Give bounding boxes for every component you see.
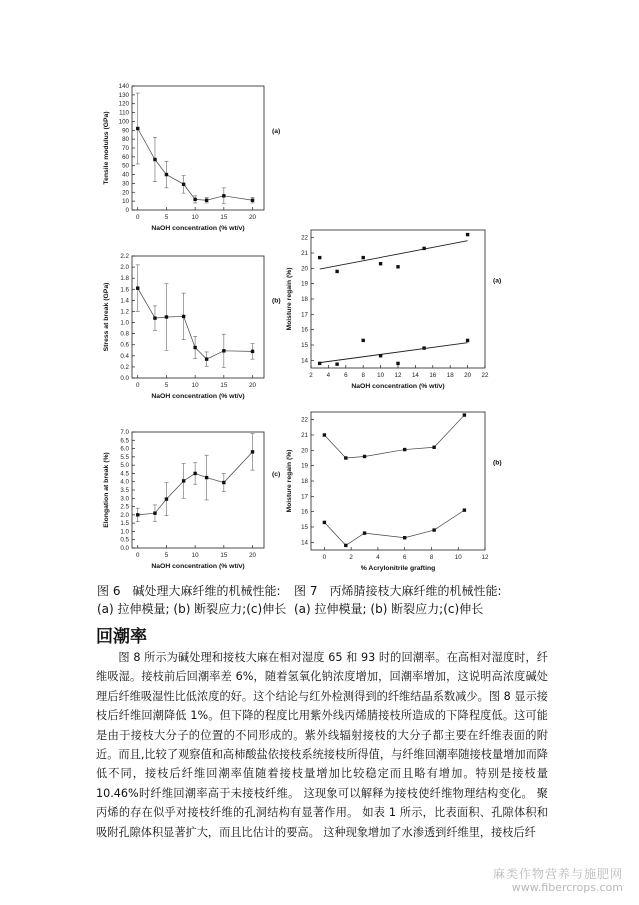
chart-1-series-0-point — [165, 315, 168, 318]
chart-2-ytick-label: 0.5 — [120, 536, 129, 544]
chart-0-ytick-label: 70 — [122, 145, 129, 152]
chart-1-series-0-point — [193, 346, 196, 349]
chart-1-ytick-label: 1.4 — [120, 297, 129, 305]
chart-2-ytick-label: 0.0 — [120, 545, 129, 552]
chart-2-series-0-point — [222, 481, 225, 484]
chart-2-ytick-label: 1.0 — [120, 528, 129, 536]
chart-4-xlabel: % Acrylonitrile grafting — [360, 565, 436, 572]
chart-4-ytick-label: 16 — [301, 508, 308, 516]
chart-4-series-1-point — [344, 544, 347, 547]
chart-2-ytick-label: 2.5 — [120, 503, 129, 511]
section-paragraph: 图 8 所示为碱处理和接枝大麻在相对湿度 65 和 93 时的回潮率。在高相对湿度时，纤维吸湿。接枝前后回潮率差 6%，随着氢氧化钠浓度增加，回潮率增加，这说明高浓度碱处理后纤维吸湿性比低浓度的好。这个结论与红外检测得到的纤维结晶系数减少。图 8 显示接枝后纤维回潮降低 1%。但下降的程度比用紫外线丙烯腈接枝所造成的下降程度低。这可能是由于接枝大分子的位置的不同形成的。紫外线辐射接枝的大分子都主要在纤维表面的附近。而且,比较了观察值和高柿酸盐依接枝系统接枝所得值，与纤维回潮率随接枝量增加而降低不同，接枝后纤维回潮率值随着接枝量增加比较稳定而且略有增加。特别是接枝量 10.46%时纤维回潮率高于未接枝纤维。 这现象可以解释为接枝使纤维物理结构变化。 聚丙烯的存在似乎对接枝纤维的孔洞结构有显著作用。 如表 1 所示，比表面积、孔隙体积和吸附孔隙体积显著扩大，而且比估计的要高。 这种现象增加了水渗透到纤维里，接枝后纤 — [96, 651, 548, 839]
chart-4-series-0-point — [463, 413, 466, 416]
chart-0-series-0-point — [193, 198, 196, 201]
chart-2-ytick-label: 6.5 — [120, 437, 129, 445]
chart-3-series-0-point — [396, 265, 399, 268]
chart-2-xtick-label: 10 — [191, 552, 199, 559]
chart-4-ylabel: Moisture regain (%) — [286, 449, 293, 513]
chart-4-frame — [311, 412, 485, 550]
chart-0-ytick-label: 10 — [122, 198, 129, 206]
chart-4-ytick-label: 14 — [301, 539, 308, 547]
chart-fig7b-moisture-regain-grafting — [283, 404, 513, 586]
chart-4-xtick-label: 8 — [429, 554, 434, 561]
chart-1-xtick-label: 10 — [191, 382, 199, 389]
chart-1-ytick-label: 0.8 — [120, 330, 129, 338]
chart-3-xtick-label: 10 — [377, 372, 385, 379]
chart-4-xtick-label: 10 — [454, 554, 462, 561]
chart-fig6c-elongation-at-break — [88, 424, 298, 579]
chart-3-series-1-point — [318, 362, 321, 365]
chart-1-ytick-label: 0.2 — [120, 363, 129, 371]
chart-3-ytick-label: 18 — [301, 296, 308, 303]
chart-4-panel-label: (b) — [493, 459, 502, 467]
chart-fig6a-tensile-modulus — [88, 78, 298, 246]
chart-3-ytick-label: 20 — [301, 265, 308, 273]
chart-fig7a-moisture-regain-naoh — [283, 222, 513, 404]
chart-0-xtick-label: 0 — [136, 214, 140, 221]
chart-0-xtick-label: 15 — [220, 214, 228, 221]
chart-0-series-0-point — [136, 127, 139, 130]
figure-7-caption-line1: 图 7 丙烯腈接枝大麻纤维的机械性能: — [294, 584, 502, 598]
chart-3-xtick-label: 2 — [309, 372, 313, 379]
chart-1-series-0-point — [251, 350, 254, 353]
chart-2-frame — [132, 432, 264, 548]
chart-2-panel-label: (c) — [272, 471, 281, 479]
chart-2-series-0-point — [136, 513, 139, 516]
chart-2-xtick-label: 0 — [136, 552, 140, 559]
chart-1-ytick-label: 0.0 — [120, 375, 129, 382]
chart-1-ytick-label: 2.2 — [120, 253, 129, 260]
chart-4-series-1-point — [403, 536, 406, 539]
chart-4-xtick-label: 2 — [349, 554, 353, 561]
chart-1-series-0-point — [205, 357, 208, 360]
chart-2-ytick-label: 3.5 — [120, 487, 129, 494]
chart-3-ytick-label: 21 — [301, 250, 308, 257]
chart-4-series-0-point — [403, 448, 406, 451]
chart-4-xtick-label: 12 — [481, 554, 489, 561]
chart-1-series-0-point — [136, 286, 139, 289]
chart-2-series-0-point — [182, 479, 185, 482]
chart-0-ytick-label: 100 — [118, 118, 129, 126]
chart-0-ytick-label: 50 — [122, 162, 129, 170]
chart-3-xtick-label: 20 — [464, 372, 472, 379]
chart-3-series-0-point — [335, 270, 338, 273]
chart-0-ytick-label: 130 — [118, 91, 129, 99]
chart-2-ytick-label: 3.0 — [120, 495, 129, 503]
chart-2-ytick-label: 7.0 — [120, 429, 129, 436]
chart-1-ytick-label: 0.4 — [120, 352, 129, 360]
chart-4-ytick-label: 15 — [301, 524, 308, 531]
chart-1-series-0-point — [153, 316, 156, 319]
chart-1-ytick-label: 1.6 — [120, 286, 129, 294]
chart-1-ytick-label: 1.0 — [120, 319, 129, 327]
chart-4-series-0-point — [344, 456, 347, 459]
chart-0-ytick-label: 90 — [122, 127, 129, 135]
watermark — [493, 867, 623, 895]
chart-1-xlabel: NaOH concentration (% wt/v) — [151, 393, 245, 400]
chart-3-ytick-label: 17 — [301, 311, 308, 319]
chart-3-xtick-label: 14 — [411, 372, 419, 379]
chart-3-ytick-label: 15 — [301, 342, 308, 349]
chart-4-series-0-point — [363, 455, 366, 458]
chart-0-ytick-label: 40 — [122, 171, 129, 179]
chart-0-ytick-label: 20 — [122, 189, 129, 197]
figure-6-caption — [97, 582, 286, 618]
chart-3-series-0-point — [362, 256, 365, 259]
chart-3-xtick-label: 6 — [344, 372, 348, 379]
chart-4-ytick-label: 20 — [301, 447, 308, 455]
chart-0-ytick-label: 120 — [118, 100, 129, 108]
chart-2-ylabel: Elongation at break (%) — [103, 452, 110, 528]
chart-2-ytick-label: 2.0 — [120, 511, 129, 519]
chart-1-ytick-label: 0.6 — [120, 341, 129, 349]
chart-2-series-0-point — [205, 476, 208, 479]
chart-4-series-1-point — [363, 531, 366, 534]
chart-4-series-0-point — [323, 433, 326, 436]
chart-2-xlabel: NaOH concentration (% wt/v) — [151, 563, 245, 570]
chart-3-series-0-point — [379, 262, 382, 265]
chart-2-ytick-label: 4.5 — [120, 470, 129, 478]
chart-2-xtick-label: 20 — [249, 552, 256, 559]
chart-0-series-0-point — [205, 199, 208, 202]
chart-2-xtick-label: 15 — [220, 552, 228, 559]
chart-1-xtick-label: 20 — [249, 382, 256, 389]
chart-3-ylabel: Moisture regain (%) — [286, 267, 293, 331]
chart-2-ytick-label: 4.0 — [120, 478, 129, 486]
chart-4-ytick-label: 18 — [301, 478, 308, 485]
chart-0-series-0-point — [153, 158, 156, 161]
chart-0-frame — [132, 86, 264, 210]
chart-0-xtick-label: 20 — [249, 214, 256, 221]
chart-2-xtick-label: 5 — [164, 552, 169, 559]
chart-4-xtick-label: 0 — [322, 554, 327, 561]
chart-fig6b-stress-at-break — [88, 248, 298, 413]
chart-3-xtick-label: 12 — [394, 372, 402, 379]
chart-0-ytick-label: 80 — [122, 136, 129, 144]
chart-3-ytick-label: 22 — [301, 234, 308, 242]
chart-4-ytick-label: 19 — [301, 462, 308, 470]
chart-0-xlabel: NaOH concentration (% wt/v) — [151, 225, 245, 232]
chart-4-ytick-label: 17 — [301, 493, 308, 501]
chart-4-series-1-point — [323, 521, 326, 524]
chart-3-series-1-point — [422, 346, 425, 349]
chart-2-series-0-point — [165, 497, 168, 500]
chart-2-series-0-point — [153, 512, 156, 515]
chart-0-series-0-point — [182, 183, 185, 186]
chart-2-ytick-label: 1.5 — [120, 520, 129, 528]
chart-0-ytick-label: 30 — [122, 180, 129, 188]
chart-1-ytick-label: 1.8 — [120, 275, 129, 283]
chart-2-ytick-label: 5.0 — [120, 462, 129, 470]
chart-1-ytick-label: 1.2 — [120, 308, 129, 316]
chart-1-xtick-label: 0 — [136, 382, 140, 389]
chart-0-panel-label: (a) — [272, 128, 281, 136]
chart-0-xtick-label: 5 — [164, 214, 169, 221]
chart-4-series-1-point — [432, 528, 435, 531]
chart-4-series-1-point — [463, 508, 466, 511]
chart-3-xtick-label: 22 — [481, 372, 489, 379]
section-title: 回潮率 — [96, 627, 147, 647]
chart-3-series-0-point — [466, 233, 469, 236]
chart-4-series-0-line — [324, 415, 464, 458]
chart-4-xtick-label: 6 — [402, 554, 407, 561]
chart-3-xtick-label: 4 — [326, 372, 331, 379]
chart-4-series-1-line — [324, 510, 464, 545]
chart-3-xtick-label: 8 — [361, 372, 365, 379]
chart-0-ytick-label: 60 — [122, 153, 129, 161]
chart-3-series-0-point — [318, 256, 321, 259]
chart-3-panel-label: (a) — [493, 277, 502, 285]
chart-0-series-0-point — [165, 173, 168, 176]
chart-1-frame — [132, 256, 264, 378]
chart-3-xlabel: NaOH concentration (% wt/v) — [351, 383, 445, 390]
chart-1-panel-label: (b) — [272, 297, 281, 305]
chart-3-series-0-fit-line — [320, 241, 468, 269]
figure-6-caption-line1: 图 6 碱处理大麻纤维的机械性能: — [97, 584, 281, 598]
chart-3-series-1-point — [335, 362, 338, 365]
chart-0-xtick-label: 10 — [191, 214, 199, 221]
chart-3-series-1-fit-line — [320, 343, 468, 363]
figure-7-caption-line2: (a) 拉伸模量; (b) 断裂应力;(c)伸长 — [294, 602, 484, 616]
chart-0-ytick-label: 0 — [125, 207, 129, 214]
chart-4-ytick-label: 21 — [301, 432, 308, 439]
chart-4-xtick-label: 4 — [376, 554, 380, 561]
chart-3-ytick-label: 14 — [301, 357, 308, 365]
chart-2-ytick-label: 5.5 — [120, 453, 129, 461]
chart-2-series-0-point — [251, 450, 254, 453]
chart-3-series-0-point — [422, 247, 425, 250]
watermark-line2: www.fibercrops.com — [511, 881, 623, 894]
chart-3-ytick-label: 19 — [301, 280, 308, 288]
figure-6-caption-line2: (a) 拉伸模量; (b) 断裂应力;(c)伸长 — [97, 602, 287, 616]
chart-1-series-0-point — [222, 349, 225, 352]
chart-3-xtick-label: 18 — [446, 372, 454, 379]
chart-0-series-0-point — [222, 194, 225, 197]
chart-3-frame — [311, 230, 485, 368]
watermark-line1: 麻类作物营养与施肥网 — [492, 867, 623, 881]
chart-4-ytick-label: 22 — [301, 416, 308, 424]
chart-1-xtick-label: 15 — [220, 382, 228, 389]
chart-1-ylabel: Stress at break (GPa) — [103, 282, 110, 352]
chart-2-ytick-label: 6.0 — [120, 445, 129, 453]
chart-1-ytick-label: 2.0 — [120, 264, 129, 272]
chart-0-ytick-label: 140 — [118, 83, 129, 90]
chart-3-series-1-point — [396, 362, 399, 365]
section-body — [96, 648, 548, 842]
chart-3-xtick-label: 16 — [429, 372, 437, 379]
chart-3-series-1-point — [466, 339, 469, 342]
chart-3-series-1-point — [362, 339, 365, 342]
figure-7-caption — [294, 582, 502, 618]
chart-4-series-0-point — [432, 446, 435, 449]
chart-0-ytick-label: 110 — [119, 109, 129, 117]
chart-1-series-0-point — [182, 315, 185, 318]
chart-1-xtick-label: 5 — [164, 382, 169, 389]
chart-0-series-0-point — [251, 199, 254, 202]
chart-3-series-1-point — [379, 354, 382, 357]
chart-3-ytick-label: 16 — [301, 326, 308, 334]
chart-2-series-0-point — [193, 472, 196, 475]
chart-0-ylabel: Tensile modulus (GPa) — [103, 111, 110, 185]
